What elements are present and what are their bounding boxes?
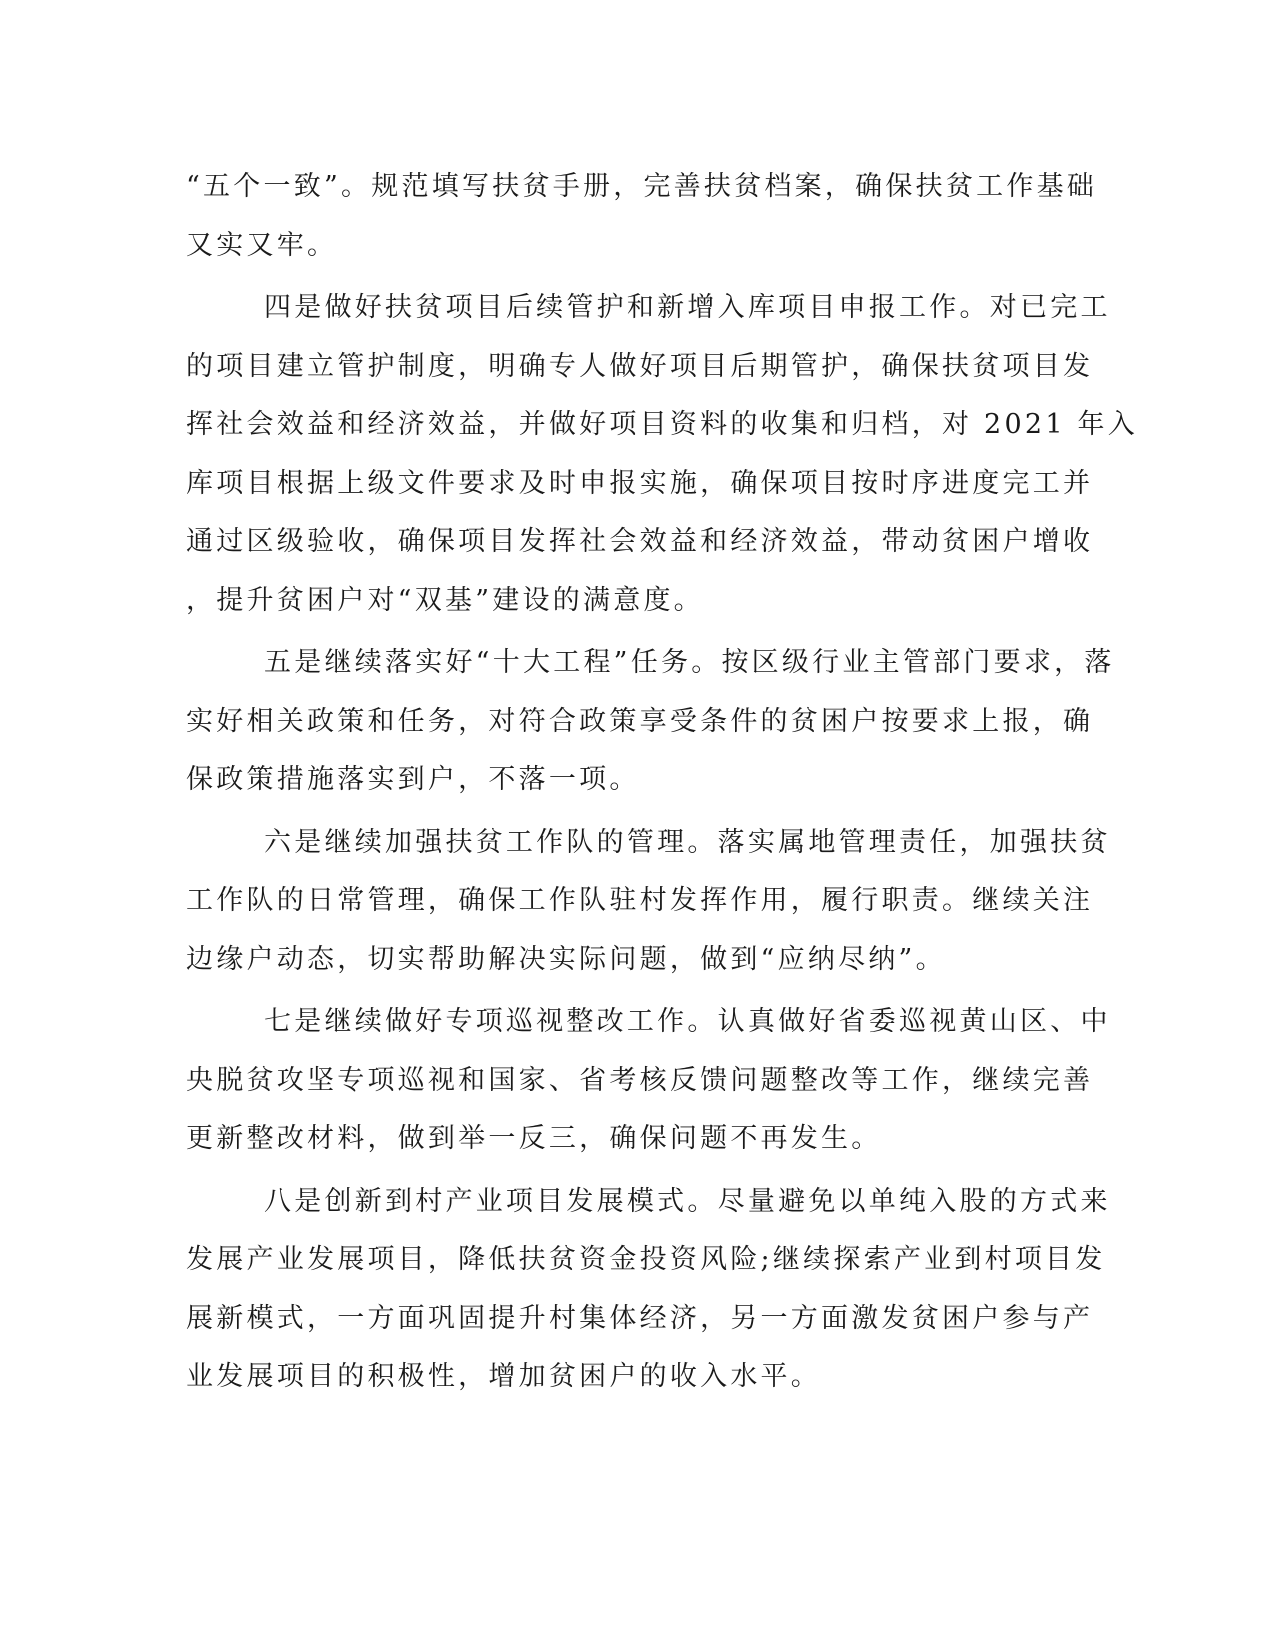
paragraph-first-line: 六是继续加强扶贫工作队的管理。落实属地管理责任，加强扶贫	[264, 826, 1111, 858]
text-line: 又实又牢。	[186, 229, 338, 261]
paragraph-first-line: 七是继续做好专项巡视整改工作。认真做好省委巡视黄山区、中	[264, 1006, 1111, 1037]
text-line: “五个一致”。规范填写扶贫手册，完善扶贫档案，确保扶贫工作基础	[186, 171, 1098, 202]
paragraph-first-line: 八是创新到村产业项目发展模式。尽量避免以单纯入股的方式来	[264, 1185, 1111, 1217]
text-line: 挥社会效益和经济效益，并做好项目资料的收集和归档，对 2021 年入	[186, 409, 1139, 440]
document-body	[186, 158, 1139, 1407]
text-line: 保政策措施落实到户，不落一项。	[186, 764, 640, 795]
text-line: 业发展项目的积极性，增加贫困户的收入水平。	[186, 1361, 822, 1392]
text-line: 央脱贫攻坚专项巡视和国家、省考核反馈问题整改等工作，继续完善	[186, 1064, 1094, 1096]
text-line: 展新模式，一方面巩固提升村集体经济，另一方面激发贫困户参与产	[186, 1302, 1094, 1334]
text-line: 实好相关政策和任务，对符合政策享受条件的贫困户按要求上报，确	[186, 705, 1094, 737]
text-line: 通过区级验收，确保项目发挥社会效益和经济效益，带动贫困户增收	[186, 526, 1094, 557]
text-line: 更新整改材料，做到举一反三，确保问题不再发生。	[186, 1123, 882, 1154]
text-line: ，提升贫困户对“双基”建设的满意度。	[186, 584, 704, 616]
text-line: 库项目根据上级文件要求及时申报实施，确保项目按时序进度完工并	[186, 467, 1094, 499]
text-line: 发展产业发展项目，降低扶贫资金投资风险;继续探索产业到村项目发	[186, 1244, 1106, 1275]
text-line: 工作队的日常管理，确保工作队驻村发挥作用，履行职责。继续关注	[186, 885, 1094, 916]
paragraph-first-line: 五是继续落实好“十大工程”任务。按区级行业主管部门要求，落	[264, 647, 1115, 678]
paragraph-first-line: 四是做好扶贫项目后续管护和新增入库项目申报工作。对已完工	[264, 292, 1111, 323]
text-line: 边缘户动态，切实帮助解决实际问题，做到“应纳尽纳”。	[186, 943, 946, 975]
text-line: 的项目建立管护制度，明确专人做好项目后期管护，确保扶贫项目发	[186, 350, 1094, 382]
